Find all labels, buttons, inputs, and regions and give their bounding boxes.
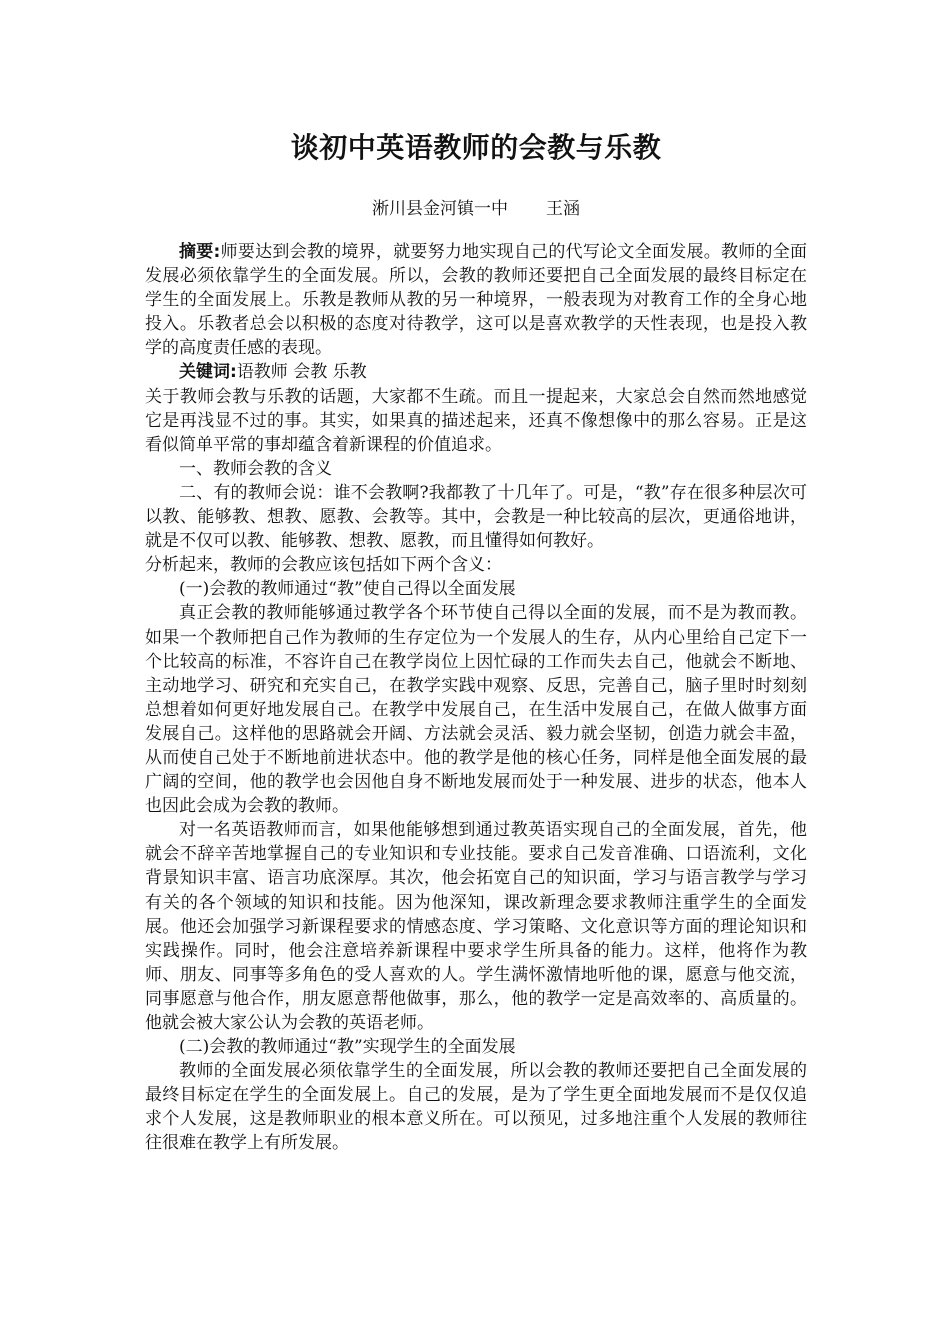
keywords-text: 语教师 会教 乐教 <box>236 362 367 383</box>
body-paragraph: 教师的全面发展必须依靠学生的全面发展，所以会教的教师还要把自己全面发展的最终目标定在学生的全面发展上。自己的发展，是为了学生更全面地发展而不是仅仅追求个人发展，这是教师职业的根本意义所在。可以预见，过多地注重个人发展的教师往往很难在教学上有所发展。 <box>145 1061 807 1154</box>
byline-author: 王涵 <box>546 199 580 219</box>
keywords-paragraph <box>145 360 807 384</box>
section-heading-1: 一、教师会教的含义 <box>179 458 332 479</box>
abstract-text: 师要达到会教的境界，就要努力地实现自己的代写论文全面发展。教师的全面发展必须依靠学生的全面发展。所以，会教的教师还要把自己全面发展的最终目标定在学生的全面发展上。乐教是教师从教的另一种境界，一般表现为对教育工作的全身心地投入。乐教者总会以积极的态度对待教学，这可以是喜欢教学的天性表现，也是投入教学的高度责任感的表现。 <box>145 242 807 359</box>
document-page <box>145 128 807 1156</box>
body-paragraph: 二、有的教师会说：谁不会教啊?我都教了十几年了。可是，“教”存在很多种层次可以教、能够教、想教、愿教、会教等。其中，会教是一种比较高的层次，更通俗地讲，就是不仅可以教、能够教、想教、愿教，而且懂得如何教好。 <box>145 482 807 552</box>
document-body <box>145 240 807 1156</box>
body-paragraph-intro: 关于教师会教与乐教的话题，大家都不生疏。而且一提起来，大家总会自然而然地感觉它是再浅显不过的事。其实，如果真的描述起来，还真不像想像中的那么容易。正是这看似简单平常的事却蕴含着新课程的价值追求。 <box>145 386 807 455</box>
abstract-paragraph <box>145 240 807 360</box>
byline <box>145 196 807 222</box>
body-paragraph: 真正会教的教师能够通过教学各个环节使自己得以全面的发展，而不是为教而教。如果一个教师把自己作为教师的生存定位为一个发展人的生存，从内心里给自己定下一个比较高的标准，不容许自己在教学岗位上因忙碌的工作而失去自己，他就会不断地、主动地学习、研究和充实自己，在教学实践中观察、反思，完善自己，脑子里时时刻刻总想着如何更好地发展自己。在教学中发展自己，在生活中发展自己，在做人做事方面发展自己。这样他的思路就会开阔、方法就会灵活、毅力就会坚韧，创造力就会丰盈，从而使自己处于不断地前进状态中。他的教学是他的核心任务，同样是他全面发展的最广阔的空间，他的教学也会因他自身不断地发展而处于一种发展、进步的状态，他本人也因此会成为会教的教师。 <box>145 603 807 817</box>
keywords-label: 关键词: <box>179 362 237 383</box>
subsection-heading-1: (一)会教的教师通过“教”使自己得以全面发展 <box>179 579 516 600</box>
byline-school: 淅川县金河镇一中 <box>372 199 508 219</box>
abstract-label: 摘要: <box>179 242 221 262</box>
body-paragraph: 分析起来，教师的会教应该包括如下两个含义： <box>145 555 502 576</box>
document-title: 谈初中英语教师的会教与乐教 <box>290 131 662 164</box>
body-paragraph: 对一名英语教师而言，如果他能够想到通过教英语实现自己的全面发展，首先，他就会不辞辛苦地掌握自己的专业知识和专业技能。要求自己发音准确、口语流利，文化背景知识丰富、语言功底深厚。其次，他会拓宽自己的知识面，学习与语言教学与学习有关的各个领域的知识和技能。因为他深知，课改新理念要求教师注重学生的全面发展。他还会加强学习新课程要求的情感态度、学习策略、文化意识等方面的理论知识和实践操作。同时，他会注意培养新课程中要求学生所具备的能力。这样，他将作为教师、朋友、同事等多角色的受人喜欢的人。学生满怀激情地听他的课，愿意与他交流，同事愿意与他合作，朋友愿意帮他做事，那么，他的教学一定是高效率的、高质量的。他就会被大家公认为会教的英语老师。 <box>145 820 807 1033</box>
subsection-heading-2: (二)会教的教师通过“教”实现学生的全面发展 <box>179 1037 516 1058</box>
